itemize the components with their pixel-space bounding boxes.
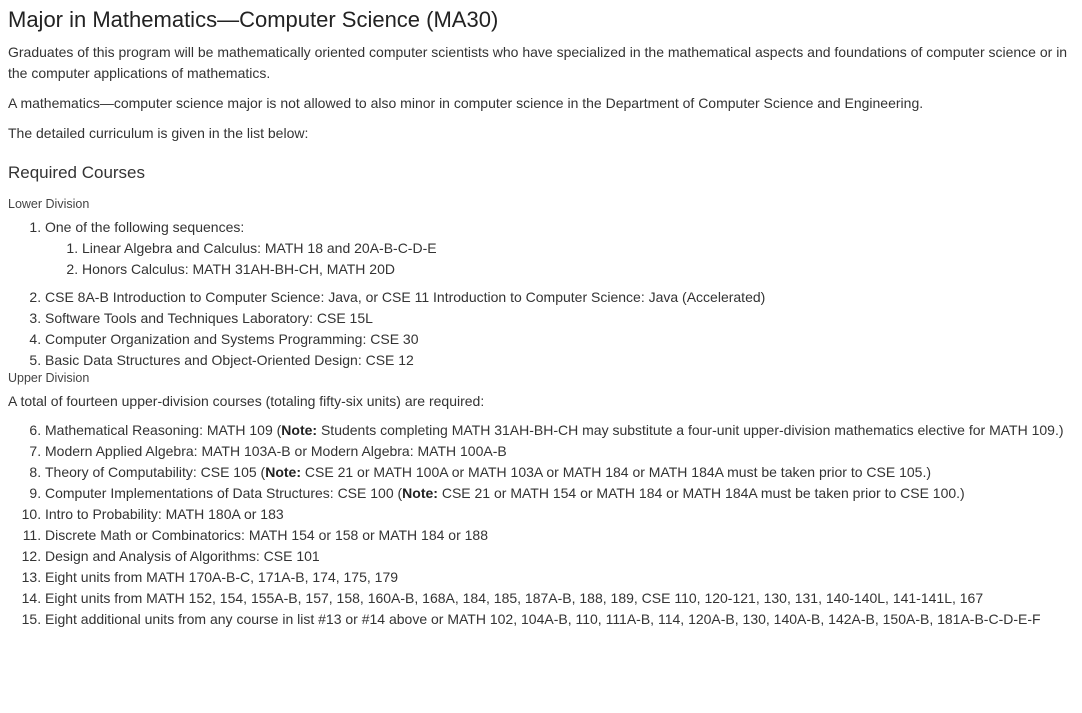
list-item: 8. Theory of Computability: CSE 105 (Note: CSE 21 or MATH 100A or MATH 103A or MATH 184 or MATH 184A must be taken prior to CSE 105.) (45, 462, 1074, 483)
list-item: 14. Eight units from MATH 152, 154, 155A-B, 157, 158, 160A-B, 168A, 184, 185, 187A-B, 188, 189, CSE 110, 120-121, 130, 131, 140-140L, 141-141L, 167 (45, 588, 1074, 609)
intro-paragraph-1: Graduates of this program will be mathematically oriented computer scientists who have specialized in the mathematical aspects and foundations of computer science or in the computer applications of mathematics. (8, 44, 1068, 81)
list-item: 11. Discrete Math or Combinatorics: MATH 154 or 158 or MATH 184 or 188 (45, 525, 1074, 546)
list-item: 9. Computer Implementations of Data Structures: CSE 100 (Note: CSE 21 or MATH 154 or MATH 184 or MATH 184A must be taken prior to CSE 100.) (45, 483, 1074, 504)
page-title: Major in Mathematics—Computer Science (MA30) (8, 7, 499, 32)
list-item: 12. Design and Analysis of Algorithms: CSE 101 (45, 546, 1074, 567)
note-label: Note: (265, 464, 301, 480)
upper-division-intro: A total of fourteen upper-division courses (totaling fifty-six units) are required: (8, 393, 485, 409)
list-item: 4. Computer Organization and Systems Programming: CSE 30 (45, 329, 1074, 350)
upper-division-heading: Upper Division (8, 371, 90, 385)
lower-division-heading: Lower Division (8, 197, 90, 211)
list-item: 5. Basic Data Structures and Object-Oriented Design: CSE 12 (45, 350, 1074, 371)
list-item: 3. Software Tools and Techniques Laboratory: CSE 15L (45, 308, 1074, 329)
list-item (45, 217, 1074, 280)
list-item: 15. Eight additional units from any course in list #13 or #14 above or MATH 102, 104A-B, 110, 111A-B, 114, 120A-B, 130, 140A-B, 142A-B, 150A-B, 181A-B-C-D-E-F (45, 609, 1074, 630)
note-label: Note: (281, 422, 318, 438)
list-item: 10. Intro to Probability: MATH 180A or 183 (45, 504, 1074, 525)
sequence-sublist (45, 238, 1074, 280)
list-item-text: One of the following sequences: (45, 219, 245, 235)
list-item: 2. CSE 8A-B Introduction to Computer Science: Java, or CSE 11 Introduction to Computer Science: Java (Accelerated) (45, 287, 1074, 308)
upper-division-list (8, 420, 1074, 630)
intro-paragraph-2: A mathematics—computer science major is not allowed to also minor in computer science in the Department of Computer Science and Engineering. (8, 95, 924, 111)
list-item: 6. Mathematical Reasoning: MATH 109 (Note: Students completing MATH 31AH-BH-CH may substitute a four-unit upper-division mathematics elective for MATH 109.) (45, 420, 1074, 441)
intro-paragraph-3: The detailed curriculum is given in the list below: (8, 125, 309, 141)
list-item: 1. Linear Algebra and Calculus: MATH 18 and 20A-B-C-D-E (82, 238, 1074, 259)
required-courses-heading: Required Courses (8, 163, 146, 182)
lower-division-list (8, 217, 1074, 371)
list-item: 2. Honors Calculus: MATH 31AH-BH-CH, MATH 20D (82, 259, 1074, 280)
list-item: 7. Modern Applied Algebra: MATH 103A-B or Modern Algebra: MATH 100A-B (45, 441, 1074, 462)
note-label: Note: (402, 485, 438, 501)
list-item: 13. Eight units from MATH 170A-B-C, 171A-B, 174, 175, 179 (45, 567, 1074, 588)
